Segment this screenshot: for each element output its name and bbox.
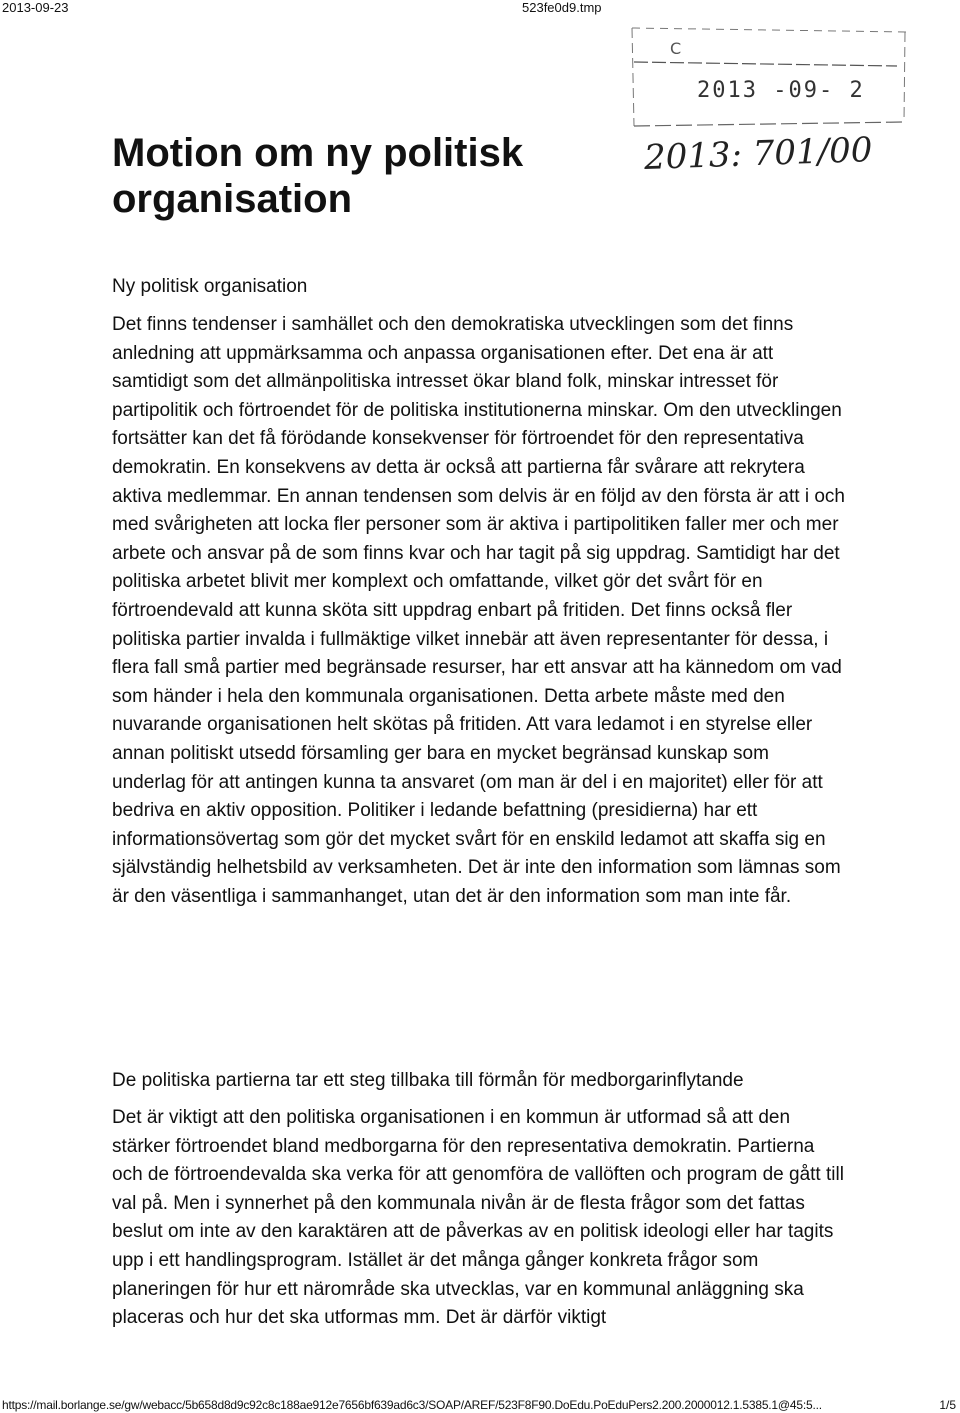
- body-paragraph: Det finns tendenser i samhället och den demokratiska utvecklingen som det finns anledning att uppmärksamma och anpassa organisationen efter. Det ena är att samtidigt som det allmänpolitiska intresset ökar bland folk, minskar intresset för partipolitik och förtroendet för de politiska institutionerna minskar. Om den utvecklingen fortsätter kan det få förödande konsekvenser för förtroendet för den representativa demokratin. En konsekvens av detta är också att partierna får svårare att rekrytera aktiva medlemmar. En annan tendensen som delvis är en följd av den första är att i och med svårigheten att locka fler personer som är aktiva i partipolitiken faller mer och mer arbete och ansvar på de som finns kvar och har tagit på sig uppdrag. Samtidigt har det politiska arbetet blivit mer komplext och omfattande, vilket gör det svårt för en förtroendevald att kunna sköta sitt uppdrag enbart på fritiden. Det finns också fler politiska partier invalda i fullmäktige vilket innebär att även representanter för dessa, i flera fall små partier med begränsade resurser, har ett ansvar att ha kännedom om vad som händer i hela den kommunala organisationen. Detta arbete måste med den nuvarande organisationen helt skötas på fritiden. Att vara ledamot i en styrelse eller annan politiskt utsedd församling ger bara en mycket begränsad kunskap som underlag för att antingen kunna ta ansvaret (om man är del i en majoritet) eller för att bedriva en aktiv opposition. Politiker i ledande befattning (presidierna) har ett informationsövertag som gör det mycket svårt för en enskild ledamot att skaffa sig en självständig helhetsbild av verksamheten. Det är inte den information som lämnas som är den väsentliga i sammanhanget, utan det är den information som man inte får.: [112, 314, 845, 907]
- page-number: 1/5: [939, 1398, 956, 1412]
- received-stamp: [622, 22, 912, 182]
- footer-url: https://mail.borlange.se/gw/webacc/5b658d8d9c92c8c188ae912e7656bf639ad6c3/SOAP/AREF/523F8F90.DoEdu.PoEduPers2.200.2000012.1.5385.1@45:5...: [2, 1398, 822, 1412]
- print-header: [0, 0, 960, 16]
- stamp-received-date: 2013 -09- 2: [697, 78, 865, 103]
- handwritten-registration-number: 2013: 701/00: [643, 130, 874, 178]
- print-footer: [0, 1397, 960, 1413]
- body-paragraph: Det är viktigt att den politiska organisationen i en kommun är utformad så att den stärker förtroendet bland medborgarna för den representativa demokratin. Partierna och de förtroendevalda ska verka för att genomföra de vallöften och program de gått till val på. Men i synnerhet på den kommunala nivån är de flesta frågor som det fattas beslut om inte av den karaktären att de påverkas av en politisk ideologi eller har tagits upp i ett handlingsprogram. Istället är det många gånger konkreta frågor som planeringen för hur ett närområde ska utvecklas, var en kommunal anläggning ska placeras och hur det ska utformas mm. Det är därför viktigt: [112, 1107, 844, 1329]
- svg-text:C: C: [670, 39, 682, 58]
- print-filename: 523fe0d9.tmp: [522, 0, 602, 15]
- print-date: 2013-09-23: [2, 0, 69, 15]
- section-heading: De politiska partierna tar ett steg tillbaka till förmån för medborgarinflytande: [112, 1070, 744, 1091]
- document-title: Motion om ny politisk organisation: [112, 131, 524, 221]
- section-heading: Ny politisk organisation: [112, 276, 308, 297]
